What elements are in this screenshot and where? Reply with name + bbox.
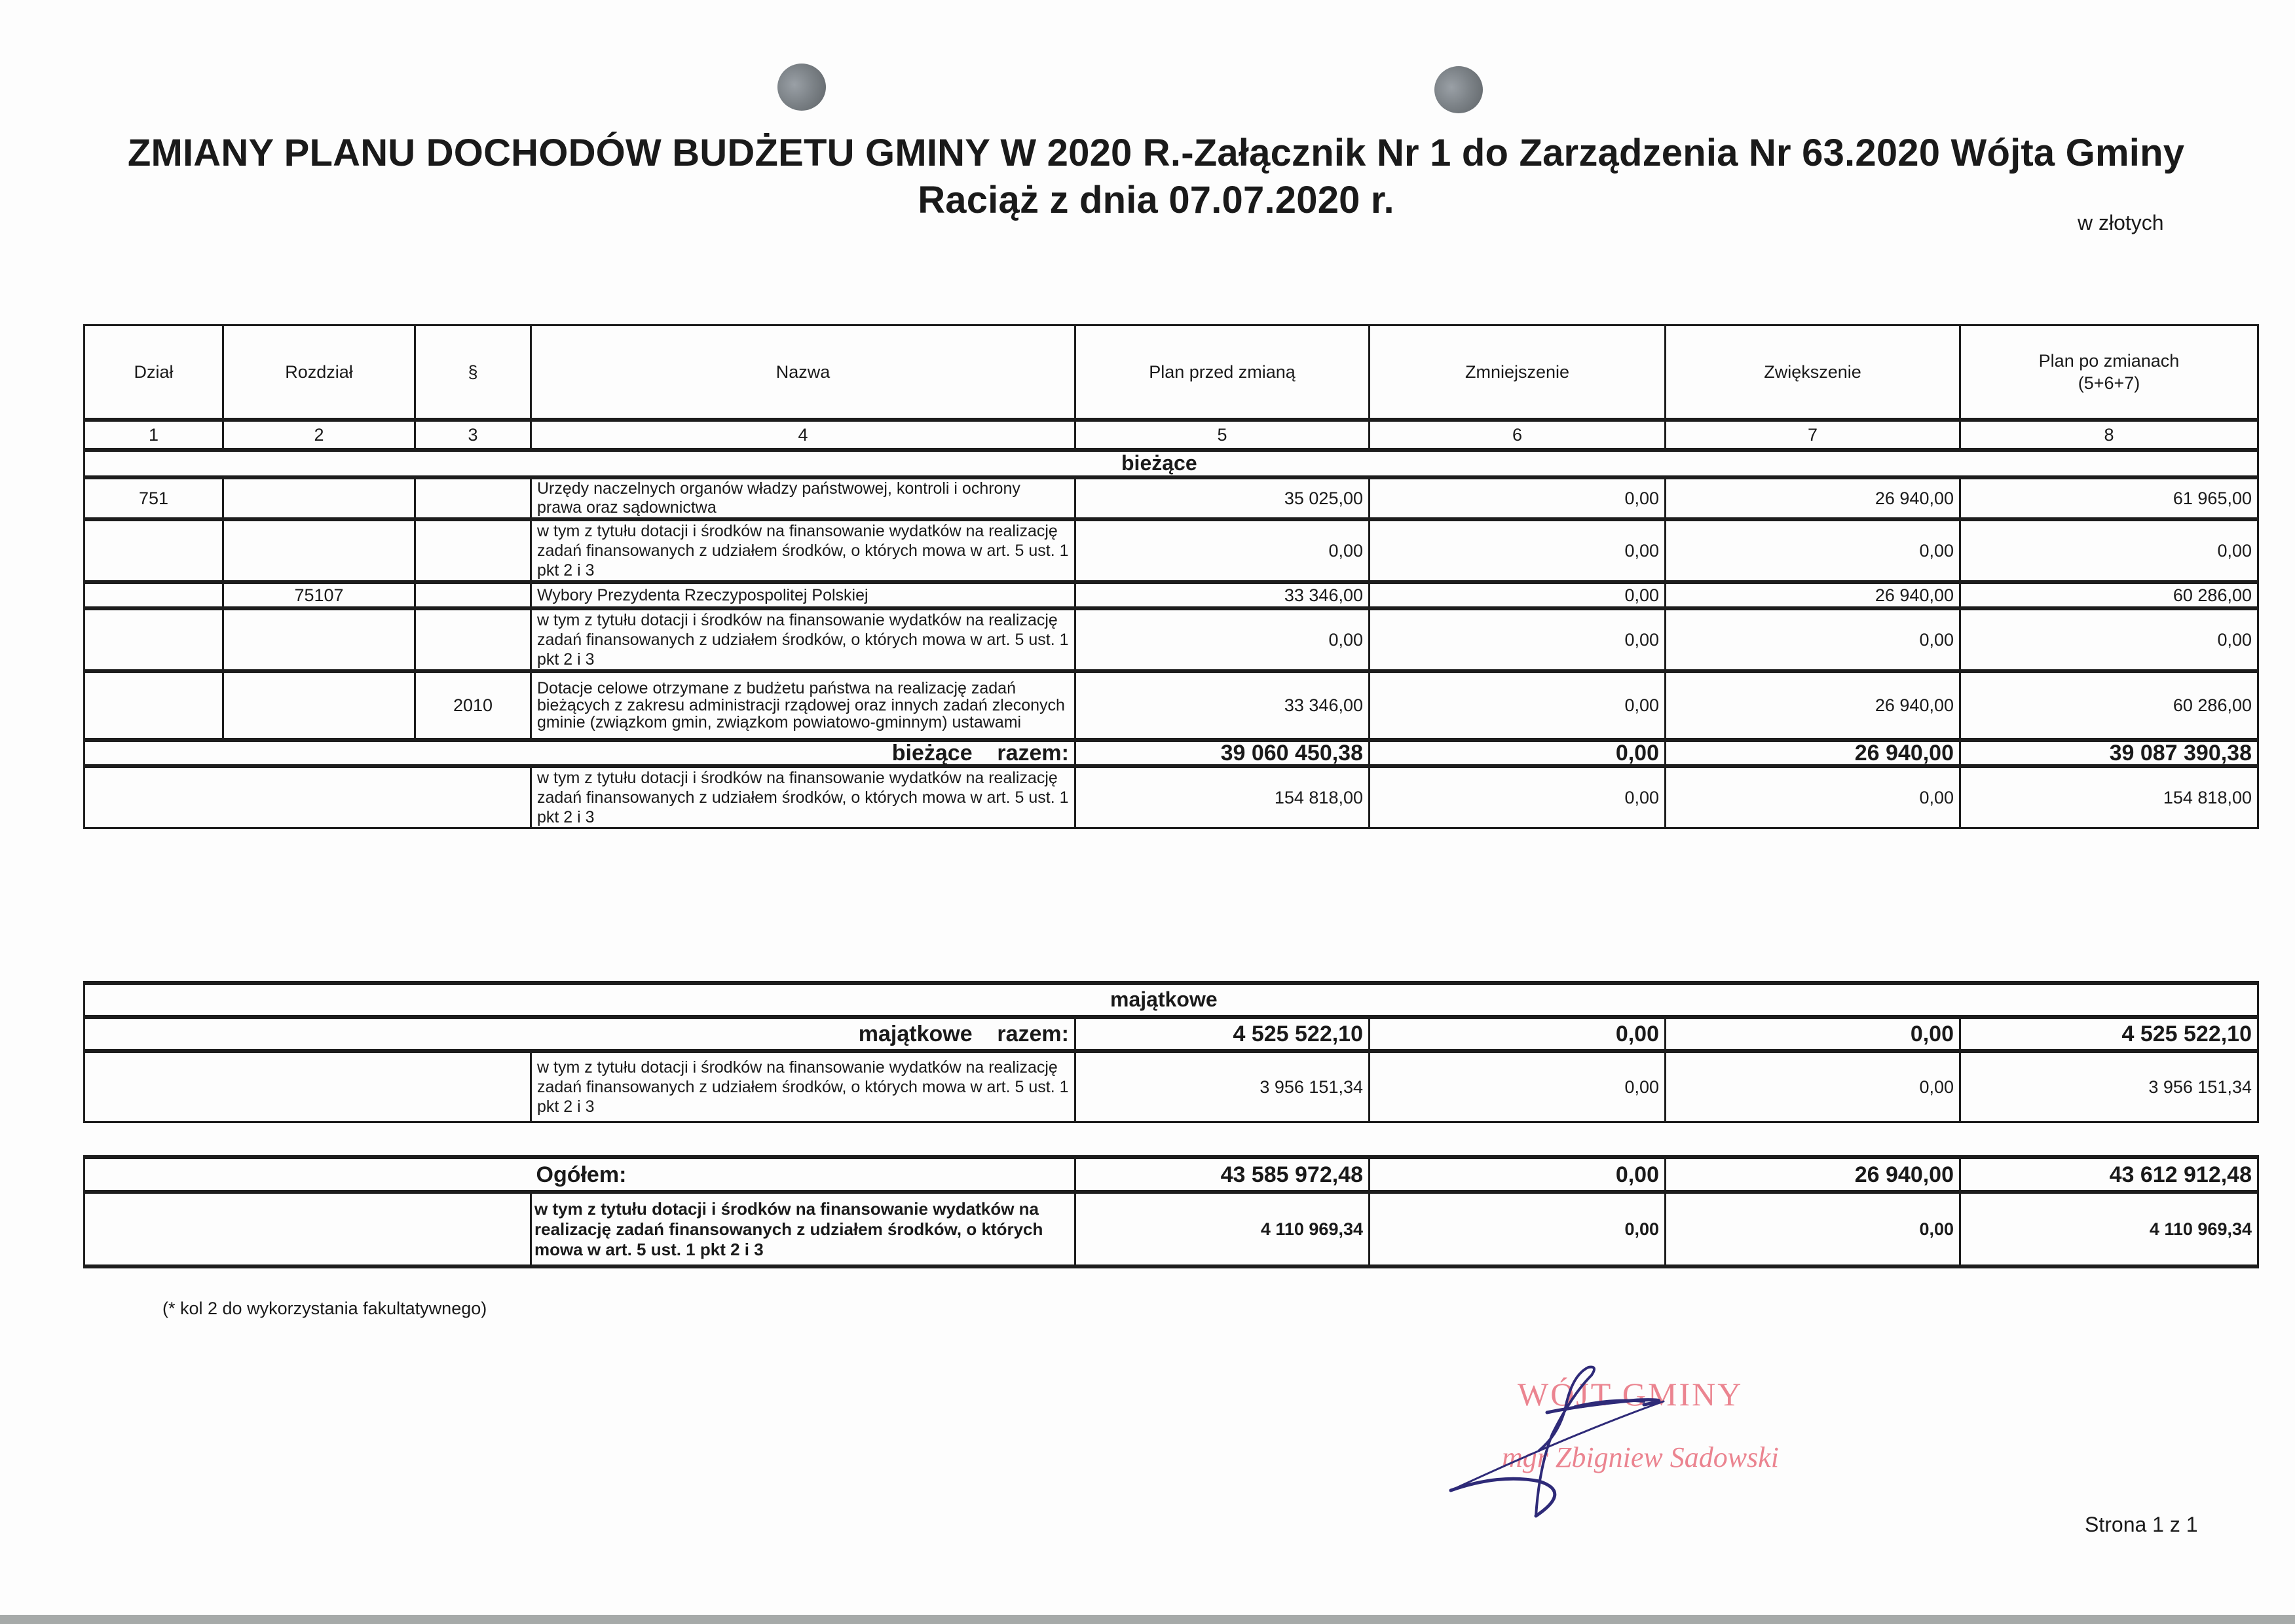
section-row-capital [84,983,2258,1017]
colnum-7: 7 [1666,420,1960,450]
header-dzial: Dział [84,325,223,420]
total-plan-przed: 4 525 522,10 [1075,1017,1370,1051]
colnum-3: 3 [415,420,531,450]
total-label-capital: majątkowe razem: [84,1017,1075,1051]
currency-unit-label: w złotych [2078,211,2164,234]
cell-plan-po: 61 965,00 [1960,477,2258,519]
cell-nazwa: w tym z tytułu dotacji i środków na finansowanie wydatków na realizację zadań finansowanych z udziałem środków, o których mowa w art. 5 ust. 1 pkt 2 i 3 [531,519,1075,582]
cell-nazwa: Wybory Prezydenta Rzeczypospolitej Polskiej [531,582,1075,608]
cell-zwiekszenie: 0,00 [1666,608,1960,671]
cell-paragraf [415,477,531,519]
cell-zmniejszenie: 0,00 [1370,1051,1666,1122]
header-plan-przed: Plan przed zmianą [1075,325,1370,420]
cell-zmniejszenie: 0,00 [1370,671,1666,740]
table-row [84,671,2258,740]
budget-table-current [83,324,2259,829]
table-row [84,519,2258,582]
cell-dzial: 751 [84,477,223,519]
colnum-1: 1 [84,420,223,450]
cell-paragraf [415,582,531,608]
total-zmniejszenie: 0,00 [1370,1017,1666,1051]
cell-zmniejszenie: 0,00 [1370,582,1666,608]
cell-plan-po: 0,00 [1960,608,2258,671]
punch-hole-left [777,64,826,111]
header-rozdzial: Rozdział [223,325,415,420]
cell-rozdzial [223,519,415,582]
cell-plan-przed: 3 956 151,34 [1075,1051,1370,1122]
cell-plan-po: 4 110 969,34 [1960,1192,2258,1266]
colnum-6: 6 [1370,420,1666,450]
cell-nazwa: Urzędy naczelnych organów władzy państwowej, kontroli i ochrony prawa oraz sądownictwa [531,477,1075,519]
grand-total-zwiekszenie: 26 940,00 [1666,1157,1960,1192]
colnum-2: 2 [223,420,415,450]
page-number: Strona 1 z 1 [2085,1513,2198,1536]
cell-dzial [84,582,223,608]
cell-plan-przed: 33 346,00 [1075,671,1370,740]
total-label-current: bieżące razem: [84,740,1075,766]
cell-plan-po: 60 286,00 [1960,671,2258,740]
cell-nazwa: w tym z tytułu dotacji i środków na finansowanie wydatków na realizację zadań finansowanych z udziałem środków, o których mowa w art. 5 ust. 1 pkt 2 i 3 [531,1192,1075,1266]
cell-paragraf [415,519,531,582]
header-paragraf: § [415,325,531,420]
cell-zwiekszenie: 26 940,00 [1666,477,1960,519]
total-plan-przed: 39 060 450,38 [1075,740,1370,766]
cell-zmniejszenie: 0,00 [1370,1192,1666,1266]
section-title-capital: majątkowe [1110,987,1218,1011]
cell-nazwa: w tym z tytułu dotacji i środków na finansowanie wydatków na realizację zadań finansowanych z udziałem środków, o których mowa w art. 5 ust. 1 pkt 2 i 3 [531,1051,1075,1122]
cell-dzial [84,519,223,582]
section-row-current [84,450,2258,477]
header-plan-po [1960,325,2258,420]
grand-total-plan-przed: 43 585 972,48 [1075,1157,1370,1192]
cell-plan-po: 60 286,00 [1960,582,2258,608]
header-nazwa: Nazwa [531,325,1075,420]
cell-rozdzial [223,608,415,671]
cell-plan-po: 0,00 [1960,519,2258,582]
footnote: (* kol 2 do wykorzystania fakultatywnego) [162,1299,487,1318]
cell-zmniejszenie: 0,00 [1370,766,1666,828]
grand-total-sub-row [84,1192,2258,1266]
colnum-8: 8 [1960,420,2258,450]
total-row-current [84,740,2258,766]
cell-rozdzial [223,477,415,519]
total-zwiekszenie: 26 940,00 [1666,740,1960,766]
cell-rozdzial: 75107 [223,582,415,608]
title-line-1: ZMIANY PLANU DOCHODÓW BUDŻETU GMINY W 2020 R.-Załącznik Nr 1 do Zarządzenia Nr 63.2020 Wójta Gminy [127,132,2185,174]
cell-plan-przed: 154 818,00 [1075,766,1370,828]
cell-zmniejszenie: 0,00 [1370,519,1666,582]
cell-plan-po: 154 818,00 [1960,766,2258,828]
total-plan-po: 39 087 390,38 [1960,740,2258,766]
table-row [84,477,2258,519]
cell-plan-przed: 35 025,00 [1075,477,1370,519]
budget-table-grand-total [83,1155,2259,1268]
cell-dzial [84,671,223,740]
grand-total-plan-po: 43 612 912,48 [1960,1157,2258,1192]
header-plan-po-label: Plan po zmianach [2038,350,2180,371]
cell-zwiekszenie: 0,00 [1666,519,1960,582]
cell-plan-przed: 4 110 969,34 [1075,1192,1370,1266]
cell-zwiekszenie: 26 940,00 [1666,671,1960,740]
header-row [84,325,2258,420]
total-row-capital [84,1017,2258,1051]
grand-total-label: Ogółem: [531,1157,1075,1192]
cell-plan-przed: 0,00 [1075,608,1370,671]
cell-zmniejszenie: 0,00 [1370,477,1666,519]
cell-nazwa: Dotacje celowe otrzymane z budżetu państwa na realizację zadań bieżących z zakresu administracji rządowej oraz innych zadań zleconych gminie (związkom gmin, związkom powiatowo-gminnym) ustawami [531,671,1075,740]
header-plan-po-formula: (5+6+7) [2078,373,2140,393]
stamp-title: WÓJT GMINY [1518,1376,1744,1412]
colnum-4: 4 [531,420,1075,450]
budget-table-capital [83,981,2259,1123]
header-zmniejszenie: Zmniejszenie [1370,325,1666,420]
cell-plan-przed: 0,00 [1075,519,1370,582]
cell-zwiekszenie: 26 940,00 [1666,582,1960,608]
cell-nazwa: w tym z tytułu dotacji i środków na finansowanie wydatków na realizację zadań finansowanych z udziałem środków, o których mowa w art. 5 ust. 1 pkt 2 i 3 [531,608,1075,671]
total-zmniejszenie: 0,00 [1370,740,1666,766]
cell-plan-przed: 33 346,00 [1075,582,1370,608]
cell-zwiekszenie: 0,00 [1666,1051,1960,1122]
total-plan-po: 4 525 522,10 [1960,1017,2258,1051]
punch-hole-right [1434,66,1483,113]
section-title-current: bieżące [1121,451,1197,475]
table-row [84,608,2258,671]
cell-paragraf [415,608,531,671]
scan-bottom-edge [0,1615,2295,1624]
cell-zwiekszenie: 0,00 [1666,766,1960,828]
cell-dzial [84,608,223,671]
header-zwiekszenie: Zwiększenie [1666,325,1960,420]
cell-rozdzial [223,671,415,740]
total-zwiekszenie: 0,00 [1666,1017,1960,1051]
document-title [98,130,2214,224]
table-row [84,582,2258,608]
total-sub-row-current [84,766,2258,828]
grand-total-row [84,1157,2258,1192]
cell-nazwa: w tym z tytułu dotacji i środków na finansowanie wydatków na realizację zadań finansowanych z udziałem środków, o których mowa w art. 5 ust. 1 pkt 2 i 3 [531,766,1075,828]
title-line-2: Raciąż z dnia 07.07.2020 r. [918,179,1394,221]
colnum-5: 5 [1075,420,1370,450]
grand-total-zmniejszenie: 0,00 [1370,1157,1666,1192]
cell-plan-po: 3 956 151,34 [1960,1051,2258,1122]
cell-paragraf: 2010 [415,671,531,740]
total-sub-row-capital [84,1051,2258,1122]
cell-zwiekszenie: 0,00 [1666,1192,1960,1266]
column-number-row [84,420,2258,450]
stamp-name: mgr Zbigniew Sadowski [1502,1441,1779,1473]
cell-zmniejszenie: 0,00 [1370,608,1666,671]
